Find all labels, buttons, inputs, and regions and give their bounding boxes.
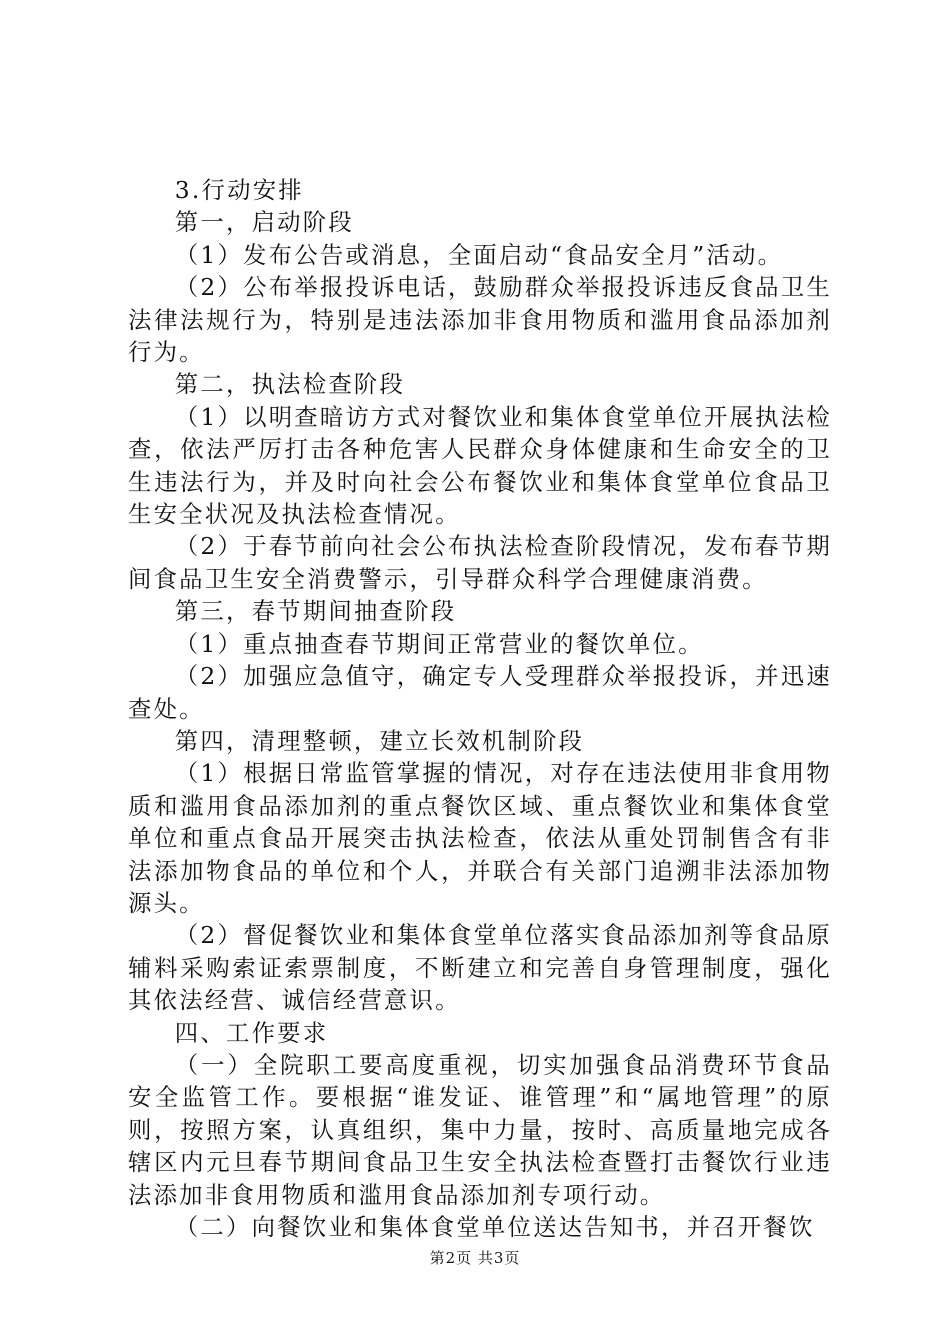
- paragraph-phase-4-heading: 第四，清理整顿，建立长效机制阶段: [174, 726, 585, 755]
- paragraph-phase-1-item-1: （1）发布公告或消息，全面启动“食品安全月”活动。: [174, 240, 784, 269]
- paragraph-phase-2-item-1: （1）以明查暗访方式对餐饮业和集体食堂单位开展执法检查，依法严厉打击各种危害人民群众身体健康和生命安全的卫生违法行为，并及时向社会公布餐饮业和集体食堂单位食品卫生安全状况及执法检查情况。: [128, 402, 832, 529]
- paragraph-phase-4-item-2: （2）督促餐饮业和集体食堂单位落实食品添加剂等食品原辅料采购索证索票制度，不断建立和完善自身管理制度，强化其依法经营、诚信经营意识。: [128, 921, 832, 1015]
- paragraph-phase-1-heading: 第一，启动阶段: [174, 208, 354, 237]
- paragraph-phase-4-item-1: （1）根据日常监管掌握的情况，对存在违法使用非食用物质和滥用食品添加剂的重点餐饮区域、重点餐饮业和集体食堂单位和重点食品开展突击执法检查，依法从重处罚制售含有非法添加物食品的单位和个人，并联合有关部门追溯非法添加物源头。: [128, 759, 832, 917]
- paragraph-phase-2-item-2: （2）于春节前向社会公布执法检查阶段情况，发布春节期间食品卫生安全消费警示，引导群众科学合理健康消费。: [128, 532, 832, 593]
- document-body: [128, 174, 832, 1243]
- page-number-footer: 第2页 共3页: [429, 1249, 521, 1267]
- paragraph-phase-3-item-2: （2）加强应急值守，确定专人受理群众举报投诉，并迅速查处。: [128, 662, 832, 723]
- paragraph-requirements-heading: 四、工作要求: [174, 1018, 329, 1047]
- paragraph-requirement-1: （一）全院职工要高度重视，切实加强食品消费环节食品安全监管工作。要根据“谁发证、谁管理”和“属地管理”的原则，按照方案，认真组织，集中力量，按时、高质量地完成各辖区内元旦春节期间食品卫生安全执法检查暨打击餐饮行业违法添加非食用物质和滥用食品添加剂专项行动。: [128, 1050, 832, 1209]
- paragraph-phase-2-heading: 第二，执法检查阶段: [174, 370, 406, 399]
- paragraph-phase-1-item-2: （2）公布举报投诉电话，鼓励群众举报投诉违反食品卫生法律法规行为，特别是违法添加非食用物质和滥用食品添加剂行为。: [128, 273, 832, 367]
- paragraph-action-plan-heading: 3.行动安排: [174, 176, 304, 204]
- paragraph-phase-3-heading: 第三，春节期间抽查阶段: [174, 597, 457, 626]
- paragraph-requirement-2: （二）向餐饮业和集体食堂单位送达告知书，并召开餐饮: [174, 1213, 815, 1241]
- paragraph-phase-3-item-1: （1）重点抽查春节期间正常营业的餐饮单位。: [174, 629, 704, 658]
